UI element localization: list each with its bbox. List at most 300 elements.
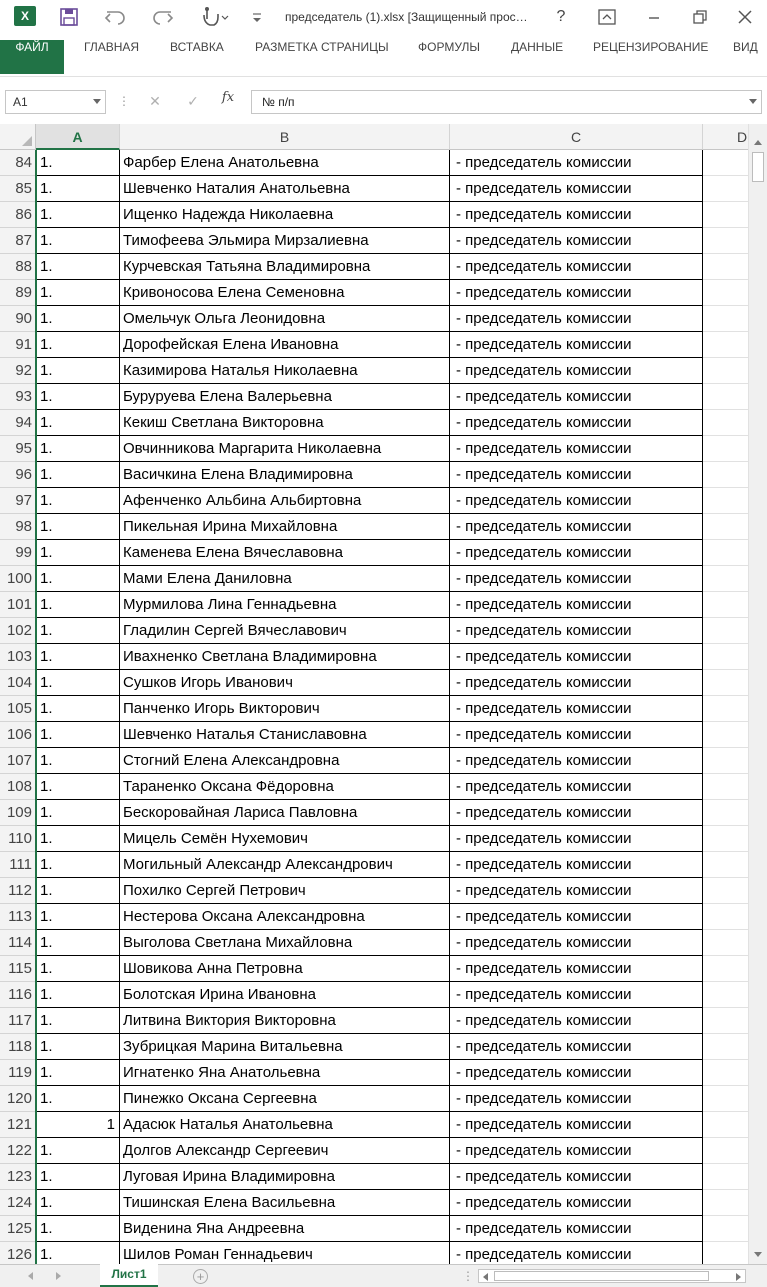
sheet-tab-bar bbox=[0, 1264, 767, 1287]
scroll-left-icon[interactable] bbox=[483, 1273, 488, 1281]
table-row bbox=[0, 748, 748, 774]
cell-b[interactable]: Тимофеева Эльмира Мирзалиевна bbox=[120, 228, 450, 254]
table-row bbox=[0, 358, 748, 384]
row-header[interactable]: 115 bbox=[0, 956, 36, 982]
row-header[interactable]: 120 bbox=[0, 1086, 36, 1112]
ribbon-tabs bbox=[0, 40, 767, 74]
cell-d[interactable] bbox=[703, 1112, 748, 1138]
scroll-right-icon[interactable] bbox=[736, 1273, 741, 1281]
cell-a[interactable]: 1. bbox=[36, 878, 120, 904]
cell-a[interactable]: 1. bbox=[36, 826, 120, 852]
table-row bbox=[0, 1138, 748, 1164]
column-header-b[interactable]: B bbox=[120, 124, 450, 150]
cell-d[interactable] bbox=[703, 852, 748, 878]
row-header[interactable]: 86 bbox=[0, 202, 36, 228]
cell-c[interactable]: - председатель комиссии bbox=[450, 774, 703, 800]
tab-insert[interactable]: ВСТАВКА bbox=[170, 40, 224, 54]
cell-b[interactable]: Долгов Александр Сергеевич bbox=[120, 1138, 450, 1164]
cell-c[interactable]: - председатель комиссии bbox=[450, 592, 703, 618]
row-header[interactable]: 104 bbox=[0, 670, 36, 696]
table-row bbox=[0, 722, 748, 748]
cell-a[interactable]: 1. bbox=[36, 280, 120, 306]
cell-d[interactable] bbox=[703, 462, 748, 488]
cell-c[interactable]: - председатель комиссии bbox=[450, 332, 703, 358]
select-all-button[interactable] bbox=[0, 124, 36, 150]
cell-a[interactable]: 1. bbox=[36, 1008, 120, 1034]
cell-d[interactable] bbox=[703, 618, 748, 644]
cell-d[interactable] bbox=[703, 774, 748, 800]
name-box[interactable] bbox=[5, 90, 106, 114]
row-header[interactable]: 121 bbox=[0, 1112, 36, 1138]
customize-toolbar-icon[interactable] bbox=[250, 7, 264, 27]
cell-a[interactable]: 1. bbox=[36, 748, 120, 774]
row-header[interactable]: 112 bbox=[0, 878, 36, 904]
cell-a[interactable]: 1. bbox=[36, 566, 120, 592]
sheet-tab-list1[interactable]: Лист1 bbox=[100, 1264, 158, 1287]
cell-d[interactable] bbox=[703, 644, 748, 670]
row-header[interactable]: 103 bbox=[0, 644, 36, 670]
cell-b[interactable]: Мурмилова Лина Геннадьевна bbox=[120, 592, 450, 618]
previous-sheet-icon[interactable] bbox=[28, 1272, 33, 1280]
cell-b[interactable]: Фарбер Елена Анатольевна bbox=[120, 150, 450, 176]
cell-c[interactable]: - председатель комиссии bbox=[450, 150, 703, 176]
cell-a[interactable]: 1. bbox=[36, 384, 120, 410]
cell-c[interactable]: - председатель комиссии bbox=[450, 176, 703, 202]
cell-d[interactable] bbox=[703, 280, 748, 306]
horizontal-scrollbar[interactable] bbox=[478, 1269, 746, 1283]
cell-b[interactable]: Адасюк Наталья Анатольевна bbox=[120, 1112, 450, 1138]
row-header[interactable]: 96 bbox=[0, 462, 36, 488]
cell-d[interactable] bbox=[703, 904, 748, 930]
select-all-triangle-icon bbox=[22, 136, 32, 146]
cell-b[interactable]: Овчинникова Маргарита Николаевна bbox=[120, 436, 450, 462]
cell-c[interactable]: - председатель комиссии bbox=[450, 1008, 703, 1034]
cell-b[interactable]: Нестерова Оксана Александровна bbox=[120, 904, 450, 930]
tab-formulas[interactable]: ФОРМУЛЫ bbox=[418, 40, 481, 54]
cell-b[interactable]: Шилов Роман Геннадьевич bbox=[120, 1242, 450, 1264]
tab-data[interactable]: ДАННЫЕ bbox=[511, 40, 564, 54]
cell-c[interactable]: - председатель комиссии bbox=[450, 280, 703, 306]
table-row bbox=[0, 1034, 748, 1060]
cell-a[interactable]: 1. bbox=[36, 410, 120, 436]
row-header[interactable]: 109 bbox=[0, 800, 36, 826]
cell-b[interactable]: Луговая Ирина Владимировна bbox=[120, 1164, 450, 1190]
help-icon[interactable]: ? bbox=[556, 8, 566, 25]
add-sheet-icon[interactable]: + bbox=[193, 1269, 208, 1284]
cell-a[interactable]: 1. bbox=[36, 150, 120, 176]
cell-d[interactable] bbox=[703, 670, 748, 696]
cell-c[interactable]: - председатель комиссии bbox=[450, 878, 703, 904]
row-header[interactable]: 101 bbox=[0, 592, 36, 618]
cell-d[interactable] bbox=[703, 878, 748, 904]
cell-b[interactable]: Панченко Игорь Викторович bbox=[120, 696, 450, 722]
cell-a[interactable]: 1. bbox=[36, 540, 120, 566]
excel-icon: X bbox=[14, 6, 36, 26]
cell-a[interactable]: 1. bbox=[36, 644, 120, 670]
row-header[interactable]: 88 bbox=[0, 254, 36, 280]
cell-a[interactable]: 1. bbox=[36, 1242, 120, 1264]
cell-a[interactable]: 1. bbox=[36, 1164, 120, 1190]
cell-a[interactable]: 1. bbox=[36, 722, 120, 748]
table-row bbox=[0, 852, 748, 878]
cell-d[interactable] bbox=[703, 228, 748, 254]
row-header[interactable]: 90 bbox=[0, 306, 36, 332]
cell-c[interactable]: - председатель комиссии bbox=[450, 1034, 703, 1060]
horizontal-scroll-thumb[interactable] bbox=[494, 1271, 709, 1281]
cell-d[interactable] bbox=[703, 514, 748, 540]
row-header[interactable]: 97 bbox=[0, 488, 36, 514]
cell-b[interactable]: Пинежко Оксана Сергеевна bbox=[120, 1086, 450, 1112]
row-header[interactable]: 125 bbox=[0, 1216, 36, 1242]
cell-d[interactable] bbox=[703, 956, 748, 982]
cell-a[interactable]: 1. bbox=[36, 202, 120, 228]
table-row bbox=[0, 280, 748, 306]
cell-d[interactable] bbox=[703, 748, 748, 774]
cell-a[interactable]: 1. bbox=[36, 1138, 120, 1164]
cell-b[interactable]: Ивахненко Светлана Владимировна bbox=[120, 644, 450, 670]
restore-icon[interactable] bbox=[690, 8, 710, 26]
next-sheet-icon[interactable] bbox=[56, 1272, 61, 1280]
cell-b[interactable]: Стогний Елена Александровна bbox=[120, 748, 450, 774]
row-header[interactable]: 85 bbox=[0, 176, 36, 202]
cell-b[interactable]: Кривоносова Елена Семеновна bbox=[120, 280, 450, 306]
cell-b[interactable]: Буруруева Елена Валерьевна bbox=[120, 384, 450, 410]
cell-d[interactable] bbox=[703, 696, 748, 722]
cell-d[interactable] bbox=[703, 982, 748, 1008]
cell-c[interactable]: - председатель комиссии bbox=[450, 956, 703, 982]
cell-c[interactable]: - председатель комиссии bbox=[450, 930, 703, 956]
cell-c[interactable]: - председатель комиссии bbox=[450, 826, 703, 852]
cell-d[interactable] bbox=[703, 826, 748, 852]
row-header[interactable]: 93 bbox=[0, 384, 36, 410]
cell-d[interactable] bbox=[703, 930, 748, 956]
touch-mode-icon[interactable] bbox=[198, 5, 230, 29]
cell-a[interactable]: 1. bbox=[36, 332, 120, 358]
cell-c[interactable]: - председатель комиссии bbox=[450, 852, 703, 878]
cell-b[interactable]: Виденина Яна Андреевна bbox=[120, 1216, 450, 1242]
row-header[interactable]: 98 bbox=[0, 514, 36, 540]
cell-d[interactable] bbox=[703, 1086, 748, 1112]
row-header[interactable]: 111 bbox=[0, 852, 36, 878]
cell-c[interactable]: - председатель комиссии bbox=[450, 1216, 703, 1242]
cell-c[interactable]: - председатель комиссии bbox=[450, 644, 703, 670]
row-header[interactable]: 113 bbox=[0, 904, 36, 930]
table-row bbox=[0, 462, 748, 488]
table-row bbox=[0, 904, 748, 930]
cell-b[interactable]: Гладилин Сергей Вячеславович bbox=[120, 618, 450, 644]
table-row bbox=[0, 1242, 748, 1264]
cell-a[interactable]: 1 bbox=[36, 1112, 120, 1138]
cell-c[interactable]: - председатель комиссии bbox=[450, 1190, 703, 1216]
row-header[interactable]: 84 bbox=[0, 150, 36, 176]
cell-c[interactable]: - председатель комиссии bbox=[450, 384, 703, 410]
table-row bbox=[0, 878, 748, 904]
cell-a[interactable]: 1. bbox=[36, 254, 120, 280]
table-row bbox=[0, 592, 748, 618]
cell-d[interactable] bbox=[703, 540, 748, 566]
cell-a[interactable]: 1. bbox=[36, 176, 120, 202]
expand-formula-bar-icon[interactable] bbox=[749, 99, 757, 104]
column-header-d[interactable]: D bbox=[703, 124, 748, 150]
close-icon[interactable] bbox=[735, 8, 755, 26]
cell-b[interactable]: Васичкина Елена Владимировна bbox=[120, 462, 450, 488]
cell-b[interactable]: Болотская Ирина Ивановна bbox=[120, 982, 450, 1008]
table-row bbox=[0, 254, 748, 280]
cell-a[interactable]: 1. bbox=[36, 436, 120, 462]
row-header[interactable]: 87 bbox=[0, 228, 36, 254]
worksheet-grid[interactable] bbox=[0, 124, 748, 1264]
cell-a[interactable]: 1. bbox=[36, 488, 120, 514]
row-header[interactable]: 95 bbox=[0, 436, 36, 462]
cell-b[interactable]: Шевченко Наталия Анатольевна bbox=[120, 176, 450, 202]
cell-a[interactable]: 1. bbox=[36, 462, 120, 488]
cell-c[interactable]: - председатель комиссии bbox=[450, 1086, 703, 1112]
cell-c[interactable]: - председатель комиссии bbox=[450, 904, 703, 930]
selection-indicator bbox=[35, 150, 37, 1264]
cell-c[interactable]: - председатель комиссии bbox=[450, 1138, 703, 1164]
cell-d[interactable] bbox=[703, 1138, 748, 1164]
tab-home[interactable]: ГЛАВНАЯ bbox=[84, 40, 140, 54]
cell-a[interactable]: 1. bbox=[36, 514, 120, 540]
row-header[interactable]: 114 bbox=[0, 930, 36, 956]
cell-a[interactable]: 1. bbox=[36, 982, 120, 1008]
cell-b[interactable]: Казимирова Наталья Николаевна bbox=[120, 358, 450, 384]
cell-b[interactable]: Тараненко Оксана Фёдоровна bbox=[120, 774, 450, 800]
formula-input[interactable] bbox=[251, 90, 762, 114]
cell-c[interactable]: - председатель комиссии bbox=[450, 670, 703, 696]
name-box-value: A1 bbox=[13, 95, 28, 109]
cell-b[interactable]: Игнатенко Яна Анатольевна bbox=[120, 1060, 450, 1086]
cancel-icon[interactable]: ✕ bbox=[149, 94, 161, 110]
table-row bbox=[0, 774, 748, 800]
table-row bbox=[0, 1008, 748, 1034]
cell-c[interactable]: - председатель комиссии bbox=[450, 514, 703, 540]
cell-d[interactable] bbox=[703, 1242, 748, 1264]
cell-d[interactable] bbox=[703, 410, 748, 436]
cell-b[interactable]: Тишинская Елена Васильевна bbox=[120, 1190, 450, 1216]
hscroll-resize-handle[interactable]: ⋮ bbox=[462, 1269, 474, 1283]
row-header[interactable]: 91 bbox=[0, 332, 36, 358]
cell-a[interactable]: 1. bbox=[36, 956, 120, 982]
redo-icon[interactable] bbox=[150, 6, 174, 28]
cell-c[interactable]: - председатель комиссии bbox=[450, 722, 703, 748]
cell-a[interactable]: 1. bbox=[36, 306, 120, 332]
table-row bbox=[0, 488, 748, 514]
cell-d[interactable] bbox=[703, 488, 748, 514]
row-header[interactable]: 99 bbox=[0, 540, 36, 566]
save-icon[interactable] bbox=[58, 6, 80, 28]
table-row bbox=[0, 1190, 748, 1216]
table-row bbox=[0, 150, 748, 176]
row-header[interactable]: 123 bbox=[0, 1164, 36, 1190]
cell-d[interactable] bbox=[703, 800, 748, 826]
row-header[interactable]: 106 bbox=[0, 722, 36, 748]
cell-b[interactable]: Зубрицкая Марина Витальевна bbox=[120, 1034, 450, 1060]
cell-b[interactable]: Афенченко Альбина Альбиртовна bbox=[120, 488, 450, 514]
table-row bbox=[0, 306, 748, 332]
cell-b[interactable]: Мицель Семён Нухемович bbox=[120, 826, 450, 852]
table-row bbox=[0, 1112, 748, 1138]
formula-bar-resize-handle[interactable]: ⋮ bbox=[118, 94, 130, 108]
cell-a[interactable]: 1. bbox=[36, 696, 120, 722]
cell-d[interactable] bbox=[703, 176, 748, 202]
minimize-icon[interactable] bbox=[644, 8, 664, 26]
vertical-scrollbar[interactable] bbox=[748, 124, 767, 1264]
tab-view[interactable]: ВИД bbox=[733, 40, 758, 54]
cell-d[interactable] bbox=[703, 722, 748, 748]
cell-d[interactable] bbox=[703, 254, 748, 280]
row-header[interactable]: 100 bbox=[0, 566, 36, 592]
table-row bbox=[0, 332, 748, 358]
cell-a[interactable]: 1. bbox=[36, 358, 120, 384]
cell-b[interactable]: Сушков Игорь Иванович bbox=[120, 670, 450, 696]
insert-function-icon[interactable]: fx bbox=[221, 90, 235, 105]
row-header[interactable]: 89 bbox=[0, 280, 36, 306]
cell-c[interactable]: - председатель комиссии bbox=[450, 306, 703, 332]
cell-d[interactable] bbox=[703, 1060, 748, 1086]
cell-c[interactable]: - председатель комиссии bbox=[450, 696, 703, 722]
table-row bbox=[0, 670, 748, 696]
cell-b[interactable]: Шовикова Анна Петровна bbox=[120, 956, 450, 982]
cell-b[interactable]: Выголова Светлана Михайловна bbox=[120, 930, 450, 956]
cell-d[interactable] bbox=[703, 306, 748, 332]
cell-d[interactable] bbox=[703, 1034, 748, 1060]
cell-b[interactable]: Омельчук Ольга Леонидовна bbox=[120, 306, 450, 332]
row-header[interactable]: 110 bbox=[0, 826, 36, 852]
row-header[interactable]: 108 bbox=[0, 774, 36, 800]
column-header-a[interactable]: A bbox=[36, 124, 120, 150]
cell-b[interactable]: Кекиш Светлана Викторовна bbox=[120, 410, 450, 436]
cell-a[interactable]: 1. bbox=[36, 228, 120, 254]
cell-b[interactable]: Похилко Сергей Петрович bbox=[120, 878, 450, 904]
cell-d[interactable] bbox=[703, 436, 748, 462]
row-header[interactable]: 122 bbox=[0, 1138, 36, 1164]
scroll-down-icon[interactable] bbox=[754, 1252, 762, 1257]
cell-c[interactable]: - председатель комиссии bbox=[450, 1164, 703, 1190]
cell-d[interactable] bbox=[703, 1216, 748, 1242]
table-row bbox=[0, 956, 748, 982]
cell-a[interactable]: 1. bbox=[36, 1034, 120, 1060]
table-row bbox=[0, 1060, 748, 1086]
table-row bbox=[0, 540, 748, 566]
cell-d[interactable] bbox=[703, 1008, 748, 1034]
cell-d[interactable] bbox=[703, 150, 748, 176]
row-header[interactable]: 92 bbox=[0, 358, 36, 384]
cell-d[interactable] bbox=[703, 1190, 748, 1216]
table-row bbox=[0, 566, 748, 592]
cell-c[interactable]: - председатель комиссии bbox=[450, 540, 703, 566]
cell-b[interactable]: Каменева Елена Вячеславовна bbox=[120, 540, 450, 566]
cell-d[interactable] bbox=[703, 384, 748, 410]
cell-b[interactable]: Шевченко Наталья Станиславовна bbox=[120, 722, 450, 748]
ribbon-display-options-icon[interactable] bbox=[597, 8, 617, 26]
cell-a[interactable]: 1. bbox=[36, 800, 120, 826]
column-header-c[interactable]: C bbox=[450, 124, 703, 150]
row-header[interactable]: 102 bbox=[0, 618, 36, 644]
cell-a[interactable]: 1. bbox=[36, 1216, 120, 1242]
table-row bbox=[0, 384, 748, 410]
table-row bbox=[0, 644, 748, 670]
cell-b[interactable]: Могильный Александр Александрович bbox=[120, 852, 450, 878]
table-row bbox=[0, 202, 748, 228]
cell-b[interactable]: Литвина Виктория Викторовна bbox=[120, 1008, 450, 1034]
cell-c[interactable]: - председатель комиссии bbox=[450, 800, 703, 826]
cell-b[interactable]: Ищенко Надежда Николаевна bbox=[120, 202, 450, 228]
cell-c[interactable]: - председатель комиссии bbox=[450, 462, 703, 488]
formula-value: № п/п bbox=[262, 95, 295, 109]
cell-b[interactable]: Мами Елена Даниловна bbox=[120, 566, 450, 592]
cell-d[interactable] bbox=[703, 592, 748, 618]
tab-file[interactable]: ФАЙЛ bbox=[0, 40, 64, 74]
row-header[interactable]: 105 bbox=[0, 696, 36, 722]
cell-b[interactable]: Дорофейская Елена Ивановна bbox=[120, 332, 450, 358]
cell-c[interactable]: - председатель комиссии bbox=[450, 618, 703, 644]
cell-c[interactable]: - председатель комиссии bbox=[450, 488, 703, 514]
chevron-down-icon[interactable] bbox=[93, 99, 101, 104]
cell-d[interactable] bbox=[703, 566, 748, 592]
cell-c[interactable]: - председатель комиссии bbox=[450, 566, 703, 592]
row-header[interactable]: 119 bbox=[0, 1060, 36, 1086]
cell-b[interactable]: Бескоровайная Лариса Павловна bbox=[120, 800, 450, 826]
cell-c[interactable]: - председатель комиссии bbox=[450, 1060, 703, 1086]
row-header[interactable]: 116 bbox=[0, 982, 36, 1008]
cell-a[interactable]: 1. bbox=[36, 1060, 120, 1086]
row-header[interactable]: 126 bbox=[0, 1242, 36, 1264]
cell-c[interactable]: - председатель комиссии bbox=[450, 982, 703, 1008]
cell-b[interactable]: Пикельная Ирина Михайловна bbox=[120, 514, 450, 540]
cell-c[interactable]: - председатель комиссии bbox=[450, 410, 703, 436]
cell-a[interactable]: 1. bbox=[36, 670, 120, 696]
cell-c[interactable]: - председатель комиссии bbox=[450, 228, 703, 254]
cell-d[interactable] bbox=[703, 202, 748, 228]
cell-c[interactable]: - председатель комиссии bbox=[450, 436, 703, 462]
vertical-scroll-thumb[interactable] bbox=[752, 152, 764, 182]
cell-c[interactable]: - председатель комиссии bbox=[450, 1242, 703, 1264]
cell-a[interactable]: 1. bbox=[36, 930, 120, 956]
table-row bbox=[0, 228, 748, 254]
row-header[interactable]: 107 bbox=[0, 748, 36, 774]
enter-icon[interactable]: ✓ bbox=[187, 94, 199, 110]
title-bar bbox=[0, 0, 767, 36]
cell-a[interactable]: 1. bbox=[36, 852, 120, 878]
table-row bbox=[0, 436, 748, 462]
cell-c[interactable]: - председатель комиссии bbox=[450, 358, 703, 384]
cell-a[interactable]: 1. bbox=[36, 618, 120, 644]
cell-a[interactable]: 1. bbox=[36, 904, 120, 930]
row-header[interactable]: 124 bbox=[0, 1190, 36, 1216]
scroll-up-icon[interactable] bbox=[754, 140, 762, 145]
cell-a[interactable]: 1. bbox=[36, 1086, 120, 1112]
cell-d[interactable] bbox=[703, 358, 748, 384]
row-header[interactable]: 118 bbox=[0, 1034, 36, 1060]
table-row bbox=[0, 800, 748, 826]
cell-c[interactable]: - председатель комиссии bbox=[450, 748, 703, 774]
cell-c[interactable]: - председатель комиссии bbox=[450, 254, 703, 280]
undo-icon[interactable] bbox=[104, 6, 128, 28]
cell-a[interactable]: 1. bbox=[36, 774, 120, 800]
tab-page-layout[interactable]: РАЗМЕТКА СТРАНИЦЫ bbox=[255, 40, 389, 54]
cell-b[interactable]: Курчевская Татьяна Владимировна bbox=[120, 254, 450, 280]
cell-d[interactable] bbox=[703, 1164, 748, 1190]
cell-c[interactable]: - председатель комиссии bbox=[450, 1112, 703, 1138]
cell-c[interactable]: - председатель комиссии bbox=[450, 202, 703, 228]
tab-review[interactable]: РЕЦЕНЗИРОВАНИЕ bbox=[593, 40, 709, 54]
cell-a[interactable]: 1. bbox=[36, 592, 120, 618]
cell-a[interactable]: 1. bbox=[36, 1190, 120, 1216]
cell-d[interactable] bbox=[703, 332, 748, 358]
row-header[interactable]: 117 bbox=[0, 1008, 36, 1034]
row-header[interactable]: 94 bbox=[0, 410, 36, 436]
